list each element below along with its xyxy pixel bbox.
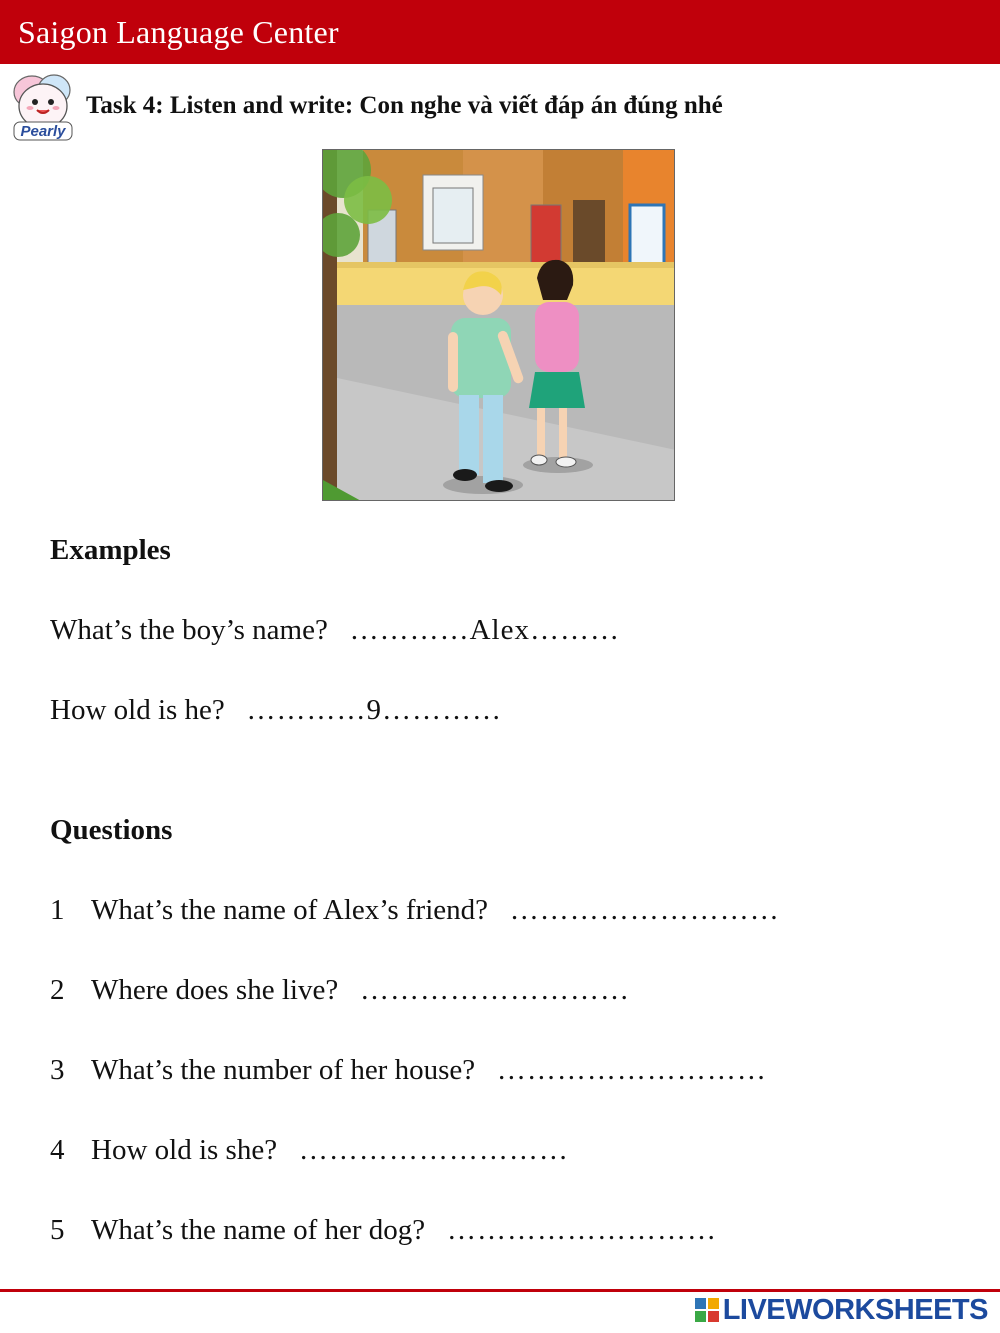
question-row [50,894,780,927]
liveworksheets-brand[interactable] [695,1293,988,1327]
header-bar [0,0,1000,64]
question-row [50,1214,717,1247]
question-text: What’s the name of her dog? [91,1214,426,1246]
example-question: What’s the boy’s name? [50,614,328,646]
question-row [50,974,630,1007]
answer-blank[interactable]: ……………………… [496,1054,767,1086]
task-title: Task 4: Listen and write: Con nghe và viết đáp án đúng nhé [86,92,723,119]
question-row [50,1134,569,1167]
center-name: Saigon Language Center [18,14,339,50]
examples-heading: Examples [50,534,171,566]
example-row [50,694,502,727]
example-answer: …………Alex……… [349,614,620,646]
question-number: 3 [50,1054,65,1086]
liveworksheets-icon [695,1298,719,1322]
question-number: 5 [50,1214,65,1246]
example-question: How old is he? [50,694,225,726]
question-text: What’s the name of Alex’s friend? [91,894,489,926]
footer-divider [0,1289,1000,1292]
brand-name: LIVEWORKSHEETS [722,1293,988,1326]
question-number: 4 [50,1134,65,1166]
example-answer: …………9………… [246,694,503,726]
answer-blank[interactable]: ……………………… [359,974,630,1006]
question-number: 2 [50,974,65,1006]
question-row [50,1054,767,1087]
question-text: How old is she? [91,1134,278,1166]
example-row [50,614,620,647]
answer-blank[interactable]: ……………………… [298,1134,569,1166]
question-text: What’s the number of her house? [91,1054,476,1086]
pearly-logo [6,70,80,144]
logo-text: Pearly [20,123,66,140]
street-illustration [322,149,675,501]
answer-blank[interactable]: ……………………… [446,1214,717,1246]
questions-heading: Questions [50,814,173,846]
answer-blank[interactable]: ……………………… [509,894,780,926]
question-text: Where does she live? [91,974,339,1006]
question-number: 1 [50,894,65,926]
